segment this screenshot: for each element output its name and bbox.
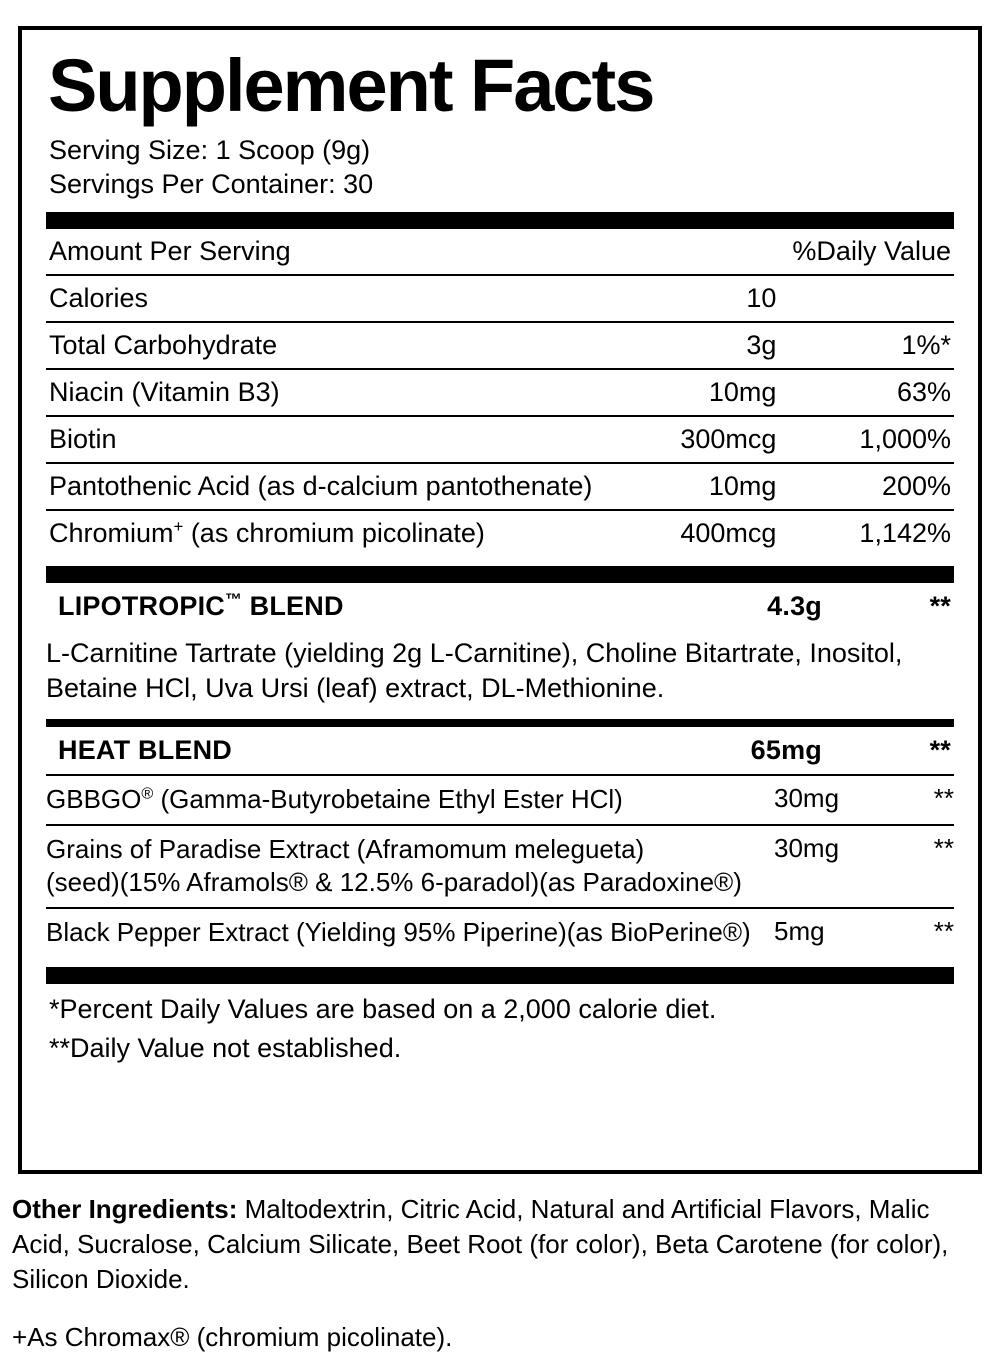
heat-item-name-line2: (seed)(15% Aframols® & 12.5% 6-paradol)(as Paradoxine®) xyxy=(46,867,742,898)
nutrient-dv: 1,000% xyxy=(792,416,954,463)
nutrient-table xyxy=(46,229,954,556)
servings-per-container: Servings Per Container: 30 xyxy=(49,169,374,200)
nutrient-amount: 3g xyxy=(665,322,792,369)
heat-item-dv: ** xyxy=(933,916,954,947)
lipotropic-blend-header xyxy=(46,583,954,630)
heat-item-name xyxy=(46,776,774,825)
heat-item-name-line1: Grains of Paradise Extract (Aframomum melegueta) xyxy=(46,833,645,864)
heat-blend-header xyxy=(46,727,954,774)
heat-blend xyxy=(46,727,954,774)
list-item xyxy=(46,908,954,957)
lipotropic-blend-amount: 4.3g xyxy=(767,590,822,621)
nutrient-name-rest: (as chromium picolinate) xyxy=(183,517,485,548)
nutrient-amount: 10 xyxy=(665,275,792,322)
nutrient-dv: 1,142% xyxy=(859,517,951,548)
chromax-note: +As Chromax® (chromium picolinate). xyxy=(12,1322,453,1353)
table-row xyxy=(46,510,954,556)
amount-per-serving-label: Amount Per Serving xyxy=(46,229,665,275)
rule-thick-top xyxy=(46,212,954,229)
nutrient-amount: 10mg xyxy=(665,369,792,416)
lipotropic-blend-name xyxy=(46,583,625,630)
other-ingredients-label: Other Ingredients: xyxy=(12,1194,238,1224)
nutrient-name: Pantothenic Acid (as d-calcium pantothenate) xyxy=(46,463,665,510)
serving-size: Serving Size: 1 Scoop (9g) xyxy=(49,134,371,165)
lipotropic-blend-name-main: LIPOTROPIC xyxy=(58,590,226,621)
list-item xyxy=(46,825,954,909)
table-row xyxy=(46,322,954,369)
table-row xyxy=(46,369,954,416)
page-title: Supplement Facts xyxy=(48,44,654,127)
other-ingredients-block xyxy=(12,1192,988,1355)
lipotropic-blend-name-rest: BLEND xyxy=(241,590,344,621)
nutrient-name: Biotin xyxy=(46,416,665,463)
lipotropic-blend-dv: ** xyxy=(929,590,951,621)
nutrient-amount: 400mcg xyxy=(680,517,777,548)
heat-item-name: Black Pepper Extract (Yielding 95% Piperine)(as BioPerine®) xyxy=(46,917,751,948)
heat-item-dv: ** xyxy=(894,776,954,825)
daily-value-label: %Daily Value xyxy=(792,229,954,275)
nutrient-amount: 300mcg xyxy=(665,416,792,463)
heat-item-name-rest: (Gamma-Butyrobetaine Ethyl Ester HCl) xyxy=(153,783,623,814)
nutrient-dv: 200% xyxy=(792,463,954,510)
heat-item-amount: 30mg xyxy=(774,776,894,825)
nutrient-name: Niacin (Vitamin B3) xyxy=(46,369,665,416)
heat-item-amount: 30mg xyxy=(774,825,894,909)
lipotropic-blend-description: L-Carnitine Tartrate (yielding 2g L-Carnitine), Choline Bitartrate, Inositol, Betaine HCl, Uva Ursi (leaf) extract, DL-Methionine. xyxy=(46,637,903,704)
table-row xyxy=(46,275,954,322)
heat-blend-name: HEAT BLEND xyxy=(58,734,232,765)
list-item xyxy=(46,776,954,825)
chromium-dagger-marker: + xyxy=(173,516,184,536)
heat-blend-amount: 65mg xyxy=(750,734,822,765)
table-row xyxy=(46,463,954,510)
nutrient-dv: 1%* xyxy=(792,322,954,369)
rule-thick-footnotes xyxy=(46,967,954,984)
registered-icon: ® xyxy=(141,784,154,803)
other-ingredients-text: Maltodextrin, Citric Acid, Natural and Artificial Flavors, Malic Acid, Sucralose, Calcium Silicate, Beet Root (for color), Beta Carotene (for color), Silicon Dioxide. xyxy=(12,1194,949,1294)
rule-heat-blend-top xyxy=(46,719,954,727)
nutrient-name-main: Chromium xyxy=(49,517,174,548)
nutrient-name: Calories xyxy=(46,275,665,322)
footnote-dv-not-established: **Daily Value not established. xyxy=(49,1033,402,1064)
rule-thick-blends xyxy=(46,566,954,583)
heat-blend-dv: ** xyxy=(929,734,951,765)
nutrient-name: Total Carbohydrate xyxy=(46,322,665,369)
lipotropic-blend xyxy=(46,583,954,719)
supplement-facts-panel xyxy=(18,26,982,1174)
nutrient-dv: 63% xyxy=(792,369,954,416)
nutrient-dv xyxy=(792,275,954,322)
heat-item-dv: ** xyxy=(894,825,954,909)
heat-item-name xyxy=(46,825,774,909)
lipotropic-blend-body xyxy=(46,630,954,719)
nutrient-name xyxy=(46,510,665,556)
trademark-icon: ™ xyxy=(225,589,242,609)
heat-item-name-main: GBBGO xyxy=(46,783,142,814)
table-row xyxy=(46,416,954,463)
table-header-row xyxy=(46,229,954,275)
footnote-daily-values: *Percent Daily Values are based on a 2,000 calorie diet. xyxy=(49,994,717,1025)
other-ingredients-line xyxy=(12,1192,988,1296)
nutrient-amount: 10mg xyxy=(665,463,792,510)
heat-blend-items xyxy=(46,776,954,957)
heat-item-amount: 5mg xyxy=(774,916,825,947)
header-spacer xyxy=(665,229,792,275)
